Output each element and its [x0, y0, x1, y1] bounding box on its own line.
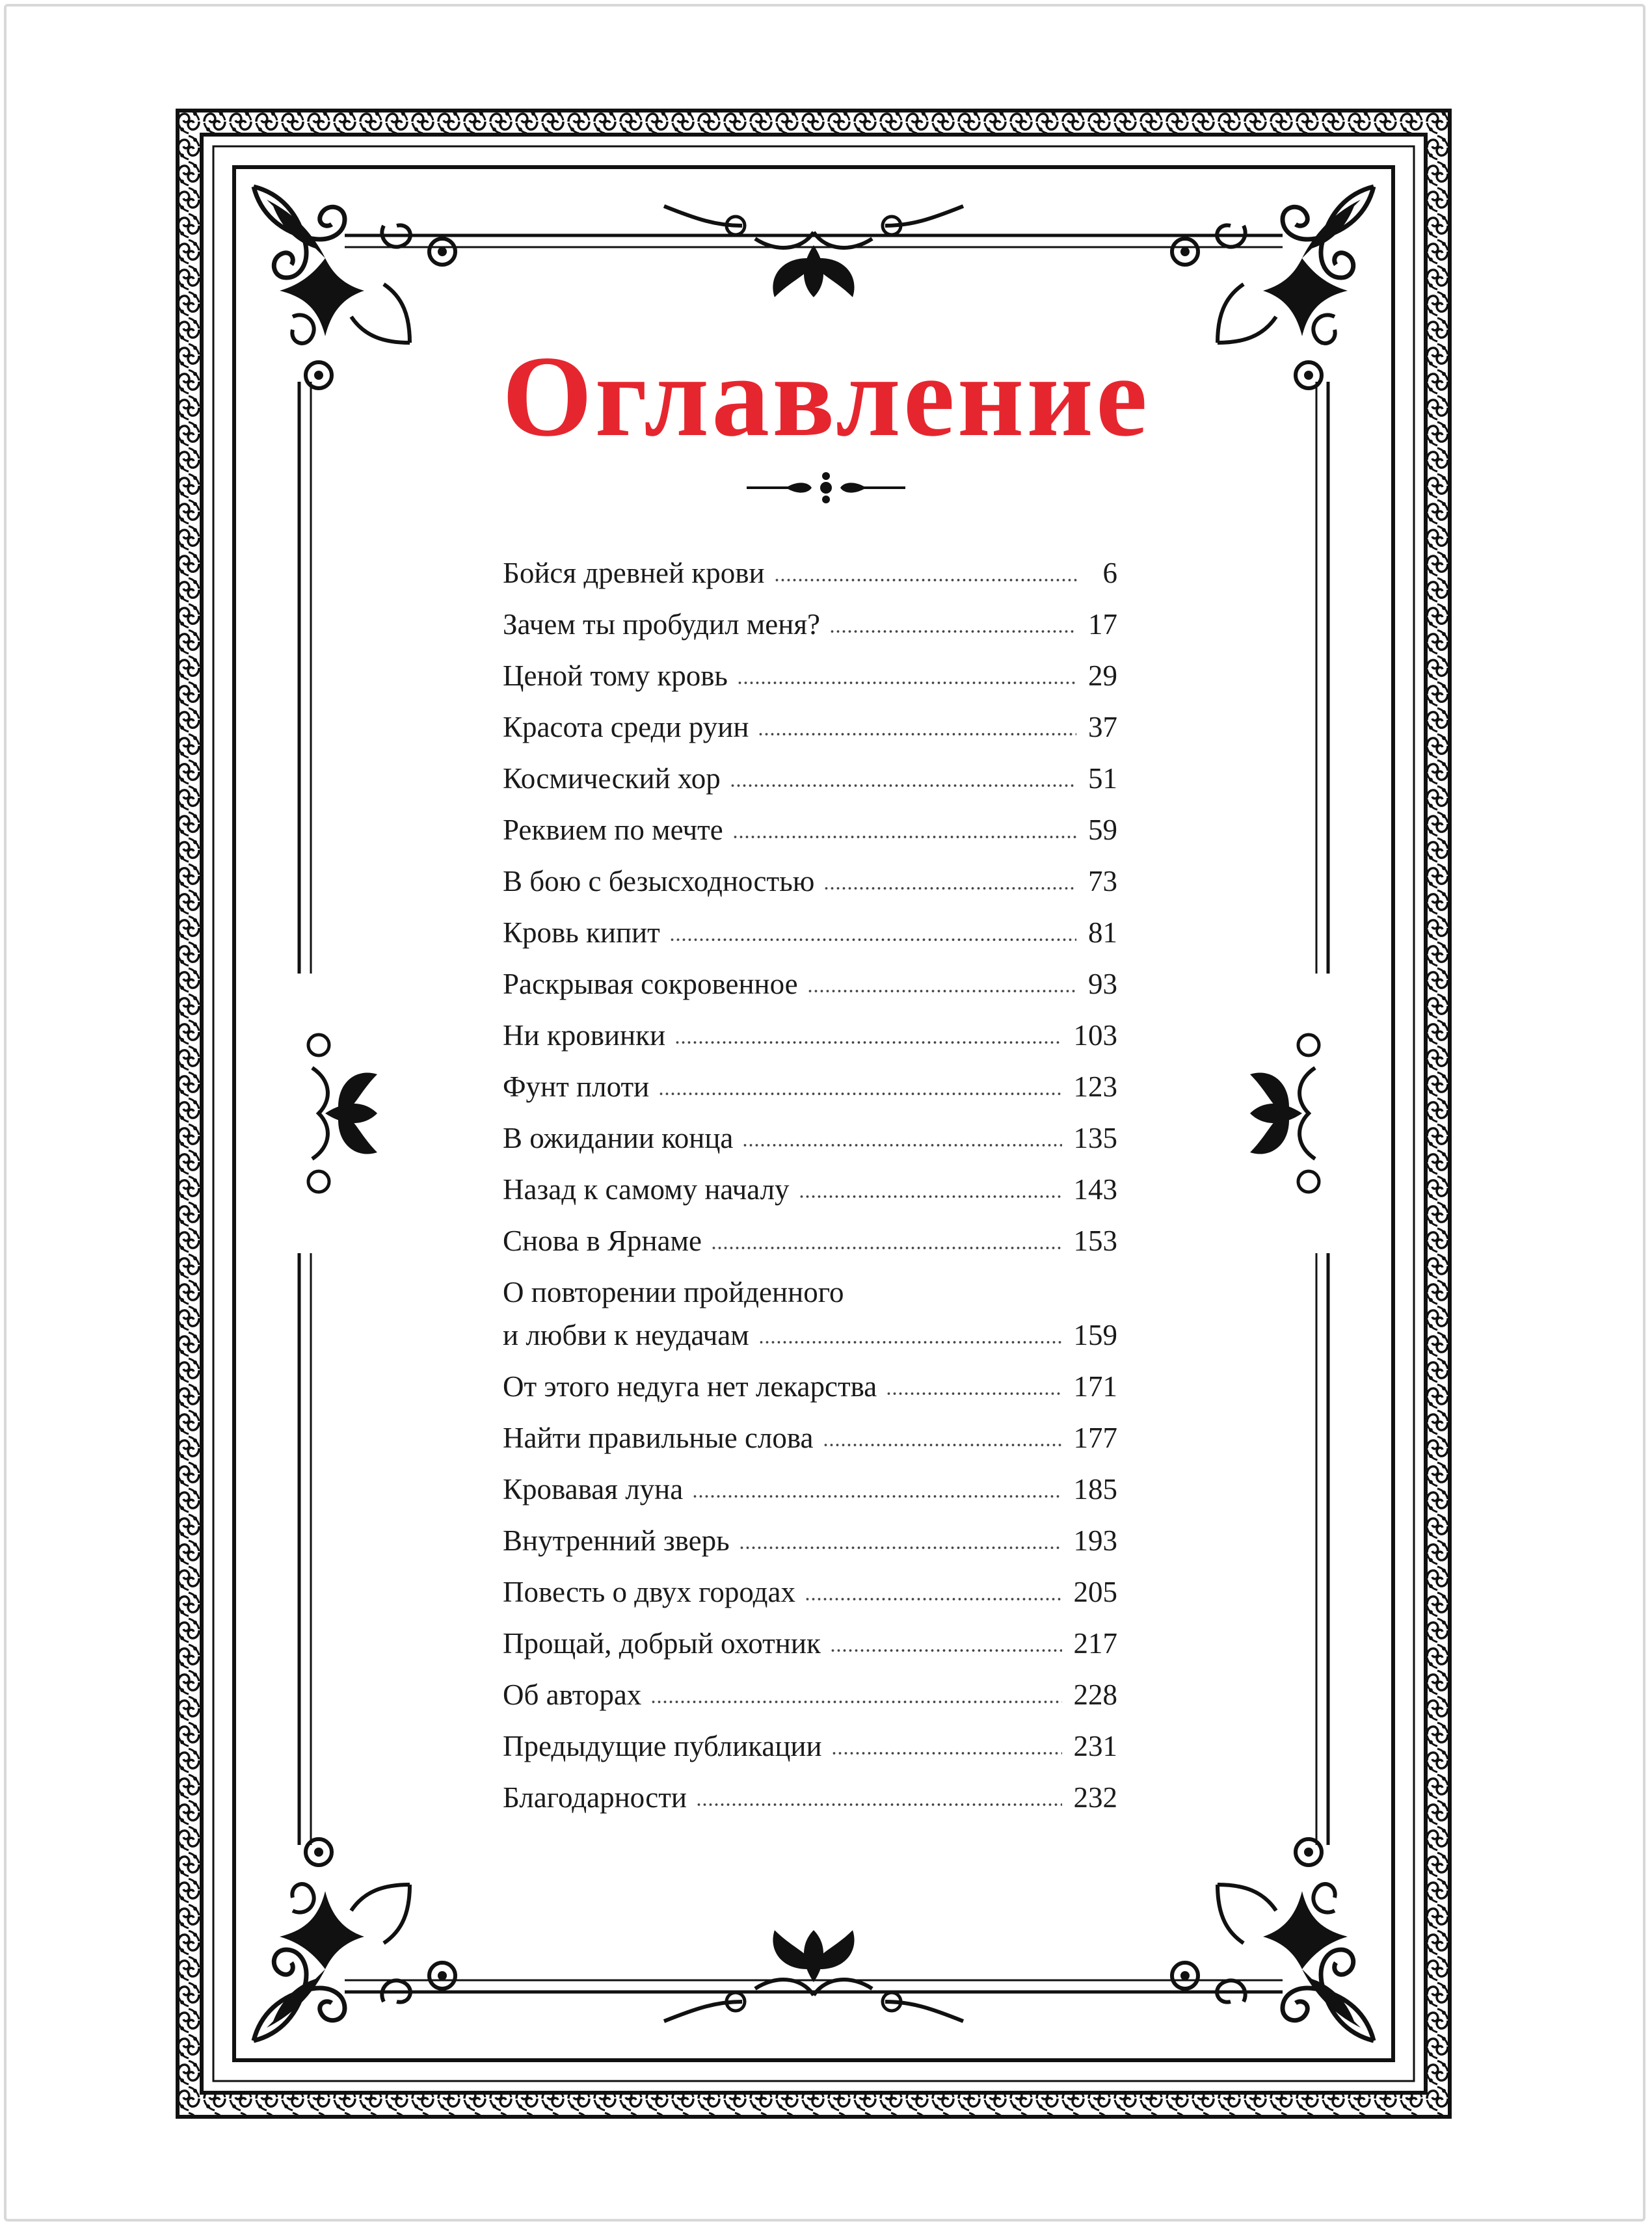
dot-leader	[774, 577, 1080, 583]
toc-entry-title: В бою с безысходностью	[503, 865, 815, 897]
dot-leader	[823, 1442, 1062, 1448]
toc-entry-page: 185	[1073, 1473, 1117, 1505]
toc-entry[interactable]	[503, 1275, 1117, 1370]
toc-entry-page: 205	[1073, 1576, 1117, 1608]
page-title: Оглавление	[502, 332, 1150, 460]
toc-entry-title: Назад к самому началу	[503, 1173, 790, 1206]
toc-entry[interactable]	[503, 762, 1117, 813]
toc-entry[interactable]	[503, 1781, 1117, 1832]
toc-entry-page: 153	[1073, 1225, 1117, 1257]
toc-entry-page: 231	[1073, 1730, 1117, 1762]
toc-entry-page: 37	[1088, 711, 1117, 743]
toc-entry[interactable]	[503, 1626, 1117, 1678]
toc-entry-title: Фунт плоти	[503, 1070, 650, 1103]
dot-leader	[669, 937, 1076, 942]
toc-entry[interactable]	[503, 607, 1117, 659]
toc-entry-page: 171	[1073, 1370, 1117, 1403]
toc-entry-page: 123	[1073, 1070, 1117, 1103]
dot-leader	[739, 1545, 1062, 1550]
toc-entry-page: 228	[1073, 1678, 1117, 1711]
toc-entry-title: Реквием по мечте	[503, 814, 723, 846]
toc-entry-title: Найти правильные слова	[503, 1422, 814, 1454]
toc-entry-page: 6	[1102, 557, 1117, 589]
toc-entry-page: 93	[1088, 968, 1117, 1000]
toc-entry-page: 159	[1073, 1319, 1117, 1351]
dot-leader	[807, 988, 1076, 994]
toc-entry[interactable]	[503, 1575, 1117, 1626]
toc-entry-title: Повесть о двух городах	[503, 1576, 795, 1608]
toc-entry[interactable]	[503, 1224, 1117, 1275]
toc-entry-page: 193	[1073, 1524, 1117, 1557]
toc-entry[interactable]	[503, 556, 1117, 607]
dot-leader	[658, 1091, 1061, 1096]
dot-leader	[799, 1194, 1062, 1199]
dot-leader	[831, 1751, 1062, 1756]
toc-entry-page: 103	[1073, 1019, 1117, 1052]
dot-leader	[732, 834, 1076, 840]
toc-entry[interactable]	[503, 1472, 1117, 1524]
dot-leader	[830, 1648, 1062, 1653]
toc-entry-page: 17	[1088, 608, 1117, 641]
dot-leader	[829, 629, 1076, 634]
toc-entry[interactable]	[503, 967, 1117, 1018]
toc-entry-title: Ценой тому кровь	[503, 659, 728, 692]
toc-entry[interactable]	[503, 1524, 1117, 1575]
toc-entry-page: 51	[1088, 762, 1117, 795]
toc-entry-page: 135	[1073, 1122, 1117, 1154]
table-of-contents	[503, 556, 1117, 1832]
dot-leader	[886, 1391, 1061, 1396]
dot-leader	[674, 1040, 1061, 1045]
dot-leader	[805, 1597, 1062, 1602]
toc-entry-page: 73	[1088, 865, 1117, 897]
toc-entry-title: От этого недуга нет лекарства	[503, 1370, 877, 1403]
toc-entry[interactable]	[503, 1370, 1117, 1421]
dot-leader	[737, 680, 1076, 685]
toc-entry-title: Зачем ты пробудил меня?	[503, 608, 821, 641]
toc-entry-page: 81	[1088, 916, 1117, 949]
title-divider-ornament	[747, 468, 905, 507]
toc-entry-title: Красота среди руин	[503, 711, 749, 743]
toc-entry-title: Раскрывая сокровенное	[503, 968, 798, 1000]
dot-leader	[696, 1802, 1061, 1807]
toc-entry-title: Ни кровинки	[503, 1019, 666, 1052]
toc-entry[interactable]	[503, 1678, 1117, 1729]
toc-entry[interactable]	[503, 1421, 1117, 1472]
dot-leader	[730, 783, 1076, 788]
toc-entry-title: Кровь кипит	[503, 916, 660, 949]
toc-entry-title: О повторении пройденного	[503, 1276, 844, 1308]
dot-leader	[711, 1245, 1062, 1251]
toc-entry[interactable]	[503, 710, 1117, 762]
toc-entry[interactable]	[503, 864, 1117, 916]
toc-entry[interactable]	[503, 1121, 1117, 1173]
dot-leader	[742, 1143, 1061, 1148]
dot-leader	[758, 1340, 1062, 1345]
toc-entry-title: Об авторах	[503, 1678, 642, 1711]
toc-entry[interactable]	[503, 1070, 1117, 1121]
toc-entry-title: Предыдущие публикации	[503, 1730, 822, 1762]
toc-entry-page: 217	[1073, 1627, 1117, 1660]
dot-leader	[650, 1699, 1061, 1704]
toc-entry-page: 29	[1088, 659, 1117, 692]
toc-entry-title: Бойся древней крови	[503, 557, 765, 589]
toc-entry[interactable]	[503, 1173, 1117, 1224]
toc-entry-title: Снова в Ярнаме	[503, 1225, 702, 1257]
toc-entry[interactable]	[503, 1729, 1117, 1781]
toc-entry[interactable]	[503, 659, 1117, 710]
toc-entry-title: Внутренний зверь	[503, 1524, 730, 1557]
toc-entry-title: В ожидании конца	[503, 1122, 734, 1154]
toc-entry-page: 59	[1088, 814, 1117, 846]
toc-entry-title: Кровавая луна	[503, 1473, 684, 1505]
dot-leader	[692, 1494, 1061, 1499]
toc-entry-page: 143	[1073, 1173, 1117, 1206]
dot-leader	[823, 886, 1076, 891]
toc-entry-title: Благодарности	[503, 1781, 687, 1814]
toc-entry[interactable]	[503, 813, 1117, 864]
toc-entry-title: Космический хор	[503, 762, 721, 795]
toc-entry[interactable]	[503, 916, 1117, 967]
toc-entry-title-continued: и любви к неудачам	[503, 1319, 749, 1351]
toc-entry-page: 177	[1073, 1422, 1117, 1454]
toc-entry-title: Прощай, добрый охотник	[503, 1627, 821, 1660]
toc-entry[interactable]	[503, 1018, 1117, 1070]
dot-leader	[758, 732, 1076, 737]
toc-entry-page: 232	[1073, 1781, 1117, 1814]
